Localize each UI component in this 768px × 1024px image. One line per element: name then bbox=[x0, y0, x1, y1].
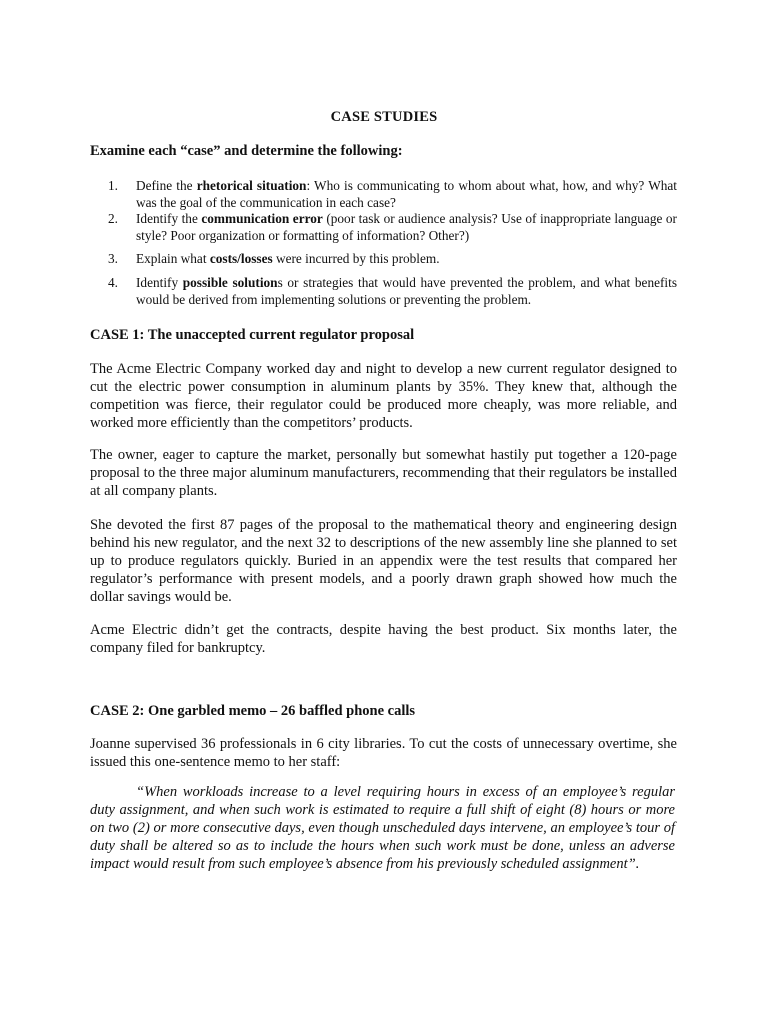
question-rest: : Who is communicating to whom about what, how, and why? What was the goal of the communication in each case? bbox=[136, 178, 677, 210]
case1-heading: CASE 1: The unaccepted current regulator proposal bbox=[90, 327, 415, 343]
question-lead: Define the bbox=[136, 178, 197, 193]
instructions-heading: Examine each “case” and determine the following: bbox=[90, 143, 403, 159]
question-lead: Identify the bbox=[136, 211, 202, 226]
question-item-3 bbox=[108, 251, 677, 268]
case2-heading: CASE 2: One garbled memo – 26 baffled phone calls bbox=[90, 703, 416, 719]
case1-paragraph-1: The Acme Electric Company worked day and night to develop a new current regulator designed to cut the electric power consumption in aluminum plants by 35%. They knew that, although the competition was fierce, their regulator could be produced more cheaply, was more reliable, and worked more efficiently than the competitors’ products. bbox=[90, 361, 677, 431]
question-item-1 bbox=[108, 178, 677, 211]
question-text bbox=[136, 251, 677, 268]
question-item-4 bbox=[108, 275, 677, 308]
question-text bbox=[136, 211, 677, 244]
question-number: 2. bbox=[108, 211, 118, 226]
question-keyword: communication error bbox=[201, 211, 323, 226]
question-keyword: costs/losses bbox=[209, 251, 273, 266]
question-rest: s or strategies that would have prevented the problem, and what benefits would be derived from implementing solutions or preventing the problem. bbox=[136, 275, 677, 307]
question-number: 4. bbox=[108, 275, 118, 290]
case1-paragraph-4: Acme Electric didn’t get the contracts, despite having the best product. Six months later, the company filed for bankruptcy. bbox=[90, 622, 677, 656]
question-number: 3. bbox=[108, 251, 118, 266]
question-keyword: rhetorical situation bbox=[196, 178, 307, 193]
question-rest: were incurred by this problem. bbox=[272, 251, 440, 266]
question-lead: Identify bbox=[136, 275, 183, 290]
question-text bbox=[136, 178, 677, 211]
question-rest: (poor task or audience analysis? Use of inappropriate language or style? Poor organization or formatting of information? Other?) bbox=[136, 211, 677, 243]
case1-paragraph-2: The owner, eager to capture the market, personally but somewhat hastily put together a 120-page proposal to the three major aluminum manufacturers, recommending that their regulators be installed at all company plants. bbox=[90, 447, 677, 499]
question-text bbox=[136, 275, 677, 308]
page-title: CASE STUDIES bbox=[330, 109, 438, 125]
question-keyword: possible solution bbox=[182, 275, 278, 290]
question-lead: Explain what bbox=[136, 251, 210, 266]
memo-quote: “When workloads increase to a level requiring hours in excess of an employee’s regular duty assignment, and when such work is estimated to require a full shift of eight (8) hours or more on two (2) or more consecutive days, even though unscheduled days intervene, an employee’s tour of duty shall be altered so as to include the hours when such work must be done, unless an adverse impact would result from such employee’s absence from his previously scheduled assignment”. bbox=[90, 784, 675, 872]
case1-paragraph-3: She devoted the first 87 pages of the proposal to the mathematical theory and engineering design behind his new regulator, and the next 32 to descriptions of the new assembly line she planned to set up to produce regulators quickly. Buried in an appendix were the test results that compared her regulator’s performance with present models, and a poorly drawn graph showed how much the dollar savings would be. bbox=[90, 517, 677, 605]
case2-paragraph: Joanne supervised 36 professionals in 6 city libraries. To cut the costs of unnecessary overtime, she issued this one-sentence memo to her staff: bbox=[90, 736, 677, 770]
question-number: 1. bbox=[108, 178, 118, 193]
question-item-2 bbox=[108, 211, 677, 244]
